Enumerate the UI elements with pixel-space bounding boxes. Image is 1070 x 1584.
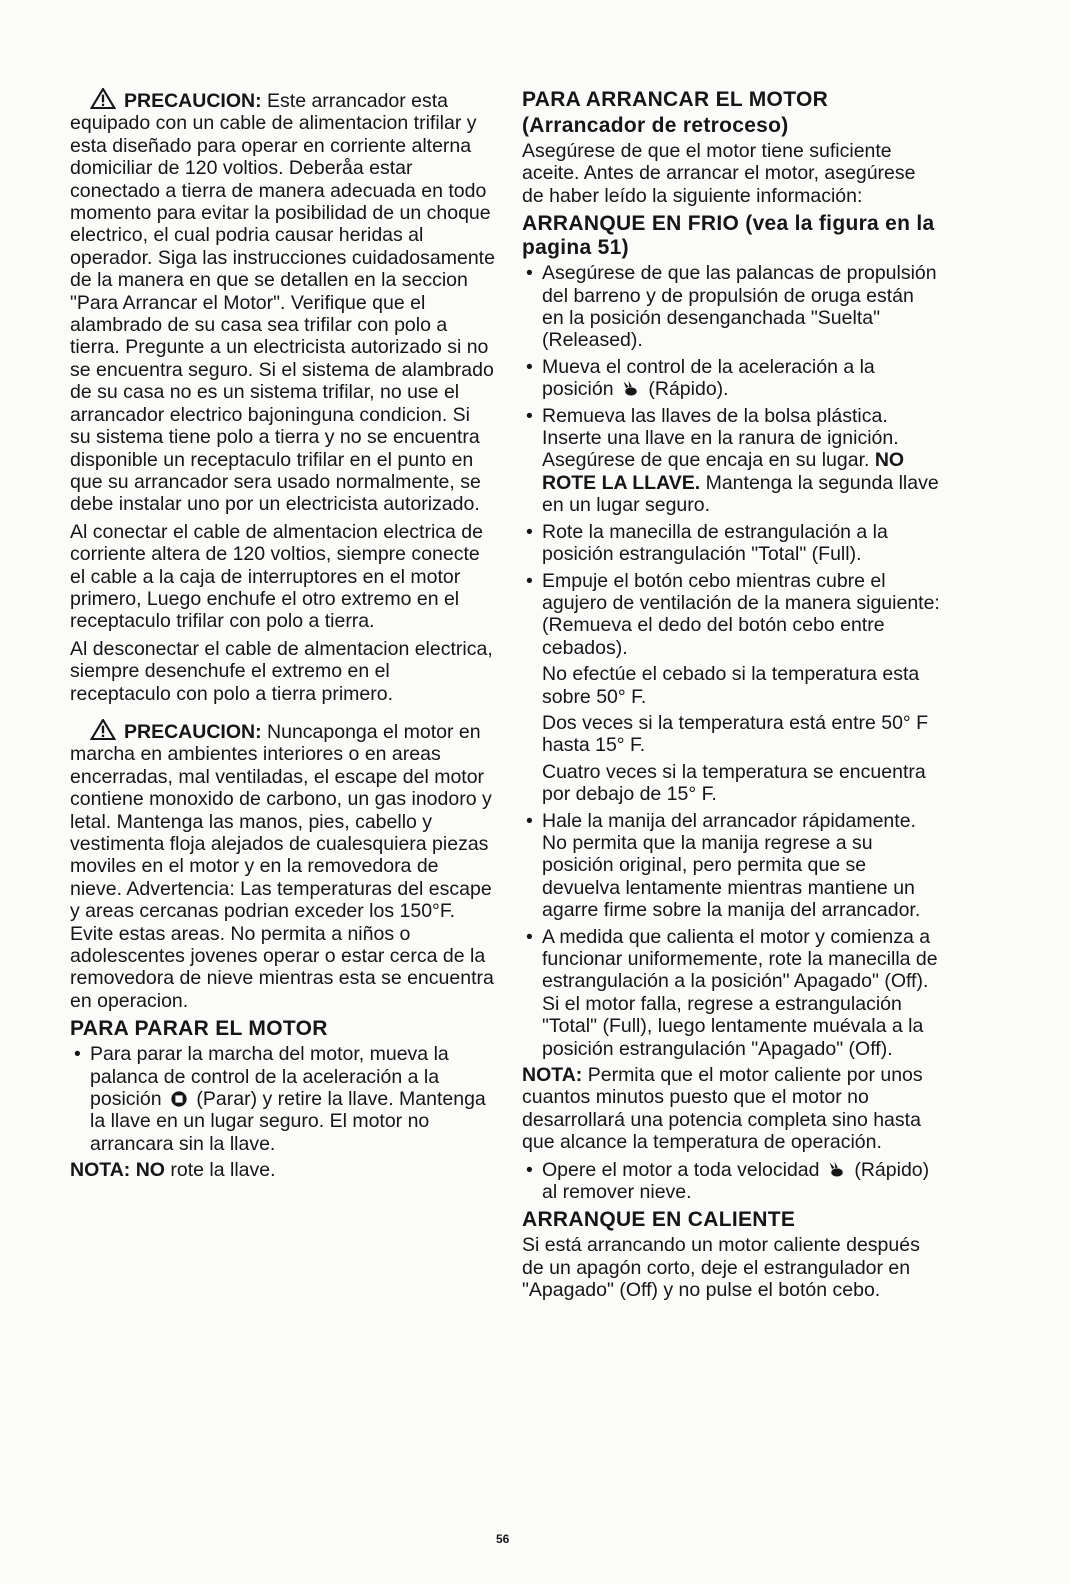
hot-start-paragraph: Si está arrancando un motor caliente después de un apagón corto, deje el estrangulador en "Apagado" (Off) y no pulse el botón cebo. [522, 1234, 920, 1302]
primer-note: Cuatro veces si la temperatura se encuentra por debajo de 15° F. [542, 760, 926, 806]
disconnect-paragraph: Al desconectar el cable de almentacion electrica, siempre desenchufe el extremo en el receptaculo con polo a tierra primero. [70, 637, 493, 705]
list-item: • Rote la manecilla de estrangulación a la posición estrangulación "Total" (Full). [522, 521, 940, 566]
intro-paragraph: Asegúrese de que el motor tiene suficiente aceite. Antes de arrancar el motor, asegúrese de haber leído la siguiente información: [522, 140, 916, 207]
stop-throttle-icon [170, 1090, 188, 1108]
note-label: NOTA: [522, 1064, 583, 1087]
caution-paragraph-1 [70, 88, 495, 516]
note-paragraph [522, 1064, 940, 1154]
stop-engine-list [70, 1043, 495, 1155]
caution-paragraph-2 [70, 719, 495, 1012]
cold-start-list [522, 262, 940, 659]
caution-text: Nuncaponga el motor en marcha en ambientes interiores o en areas encerradas, mal ventiladas, el escape del motor contiene monoxido de carbono, un gas inodoro y letal. Mantenga las manos, pies, cabello y vestimenta floja alejados de cualesquiera piezas moviles en el motor y en la removedora de nieve. Advertencia: Las temperaturas del escape y areas cercanas podrian exceder los 150°F. Evite estas areas. No permita a niños o adolescentes jovenes operar o estar cerca de la removedora de nieve mientras esta se encuentra en operacion. [70, 720, 494, 1012]
list-item: • A medida que calienta el motor y comienza a funcionar uniformemente, rote la manecilla de estrangulación a la posición" Apagado" (Off). Si el motor falla, regrese a estrangulación "Total" (Full), luego lentamente muévala a la posición estrangulación "Apagado" (Off). [522, 926, 940, 1060]
list-item [522, 1159, 940, 1204]
list-item-bold: NO ROTE LA LLAVE. [542, 449, 905, 494]
cold-start-list-continued [522, 810, 940, 1060]
list-item-text: Para parar la marcha del motor, mueva la palanca de control de la aceleración a la posición [90, 1043, 449, 1111]
start-engine-subheading: (Arrancador de retroceso) [522, 114, 789, 137]
list-item [522, 405, 940, 517]
note-text: rote la llave. [170, 1159, 276, 1182]
caution-text: Este arrancador esta equipado con un cable de alimentacion trifilar y esta diseñado para operar en corriente alterna domiciliar de 120 voltios. Deberåa estar conectado a tierra de manera adecuada en todo momento para evitar la posibilidad de un choque electrico, el cual podria causar heridas al operador. Siga las instrucciones cuidadosamente de la manera en que se detallen en la seccion "Para Arrancar el Motor". Verifique que el alambrado de su casa sea trifilar con polo a tierra. Pregunte a un electricista autorizado si no se encuentra seguro. Si el sistema de alambrado de su casa no es un sistema trifilar, no use el arrancador electrico bajoninguna condicion. Si su sistema tiene polo a tierra y no se encuentra disponible un receptaculo trifilar en el punto en que su arrancador sera usado normalmente, se debe instalar uno por un electricista autorizado. [70, 90, 495, 516]
operate-list [522, 1159, 940, 1204]
cold-start-heading: ARRANQUE EN FRIO (vea la figura en la pagina 51) [522, 212, 935, 260]
list-item: • Hale la manija del arrancador rápidamente. No permita que la manija regrese a su posición original, pero permita que se devuelva lentamente mientras mantiene un agarre firme sobre la manija del arrancador. [522, 810, 940, 922]
list-item-text: (Rápido) al remover nieve. [542, 1158, 930, 1204]
caution-label: PRECAUCION: [124, 720, 262, 743]
list-item: • Empuje el botón cebo mientras cubre el agujero de ventilación de la manera siguiente: (Remueva el dedo del botón cebo entre cebados). [522, 570, 940, 660]
note-paragraph [70, 1159, 495, 1181]
list-item [522, 356, 940, 401]
page-number: 56 [496, 1532, 510, 1546]
stop-engine-heading: PARA PARAR EL MOTOR [70, 1017, 328, 1041]
list-item-text: Opere el motor a toda velocidad [542, 1158, 820, 1181]
list-item-text: (Parar) y retire la llave. Mantenga la llave en un lugar seguro. El motor no arrancara sin la llave. [90, 1088, 486, 1155]
hot-start-heading: ARRANQUE EN CALIENTE [522, 1208, 796, 1232]
primer-note: Dos veces si la temperatura está entre 50° F hasta 15° F. [542, 711, 929, 757]
list-item-text: (Rápido). [648, 378, 729, 401]
start-engine-heading: PARA ARRANCAR EL MOTOR [522, 88, 829, 111]
right-column [522, 88, 940, 1307]
primer-note: No efectúe el cebado si la temperatura esta sobre 50° F. [542, 663, 920, 708]
note-text: Permita que el motor caliente por unos cuantos minutos puesto que el motor no desarrollará una potencia completa sino hasta que alcance la temperatura de operación. [522, 1064, 923, 1154]
warning-triangle-icon [90, 719, 116, 740]
fast-rabbit-icon [622, 380, 640, 398]
note-label: NOTA: NO [70, 1159, 165, 1182]
list-item-text: Mueva el control de la aceleración a la posición [542, 355, 875, 401]
list-item-text: Mantenga la segunda llave en un lugar seguro. [542, 471, 939, 517]
fast-rabbit-icon [828, 1161, 846, 1179]
list-item: • Asegúrese de que las palancas de propulsión del barreno y de propulsión de oruga están en la posición desenganchada "Suelta" (Released). [522, 262, 940, 352]
warning-triangle-icon [90, 88, 116, 109]
list-item-text: Remueva las llaves de la bolsa plástica. Inserte una llave en la ranura de ignición. Asegúrese de que encaja en su lugar. [542, 404, 899, 472]
list-item [70, 1043, 495, 1155]
caution-label: PRECAUCION: [124, 90, 262, 112]
left-column [70, 88, 495, 1187]
connect-paragraph: Al conectar el cable de almentacion electrica de corriente altera de 120 voltios, siempre conecte el cable a la caja de interruptores en el motor primero, Luego enchufe el otro extremo en el receptaculo trifilar con polo a tierra. [70, 520, 483, 633]
